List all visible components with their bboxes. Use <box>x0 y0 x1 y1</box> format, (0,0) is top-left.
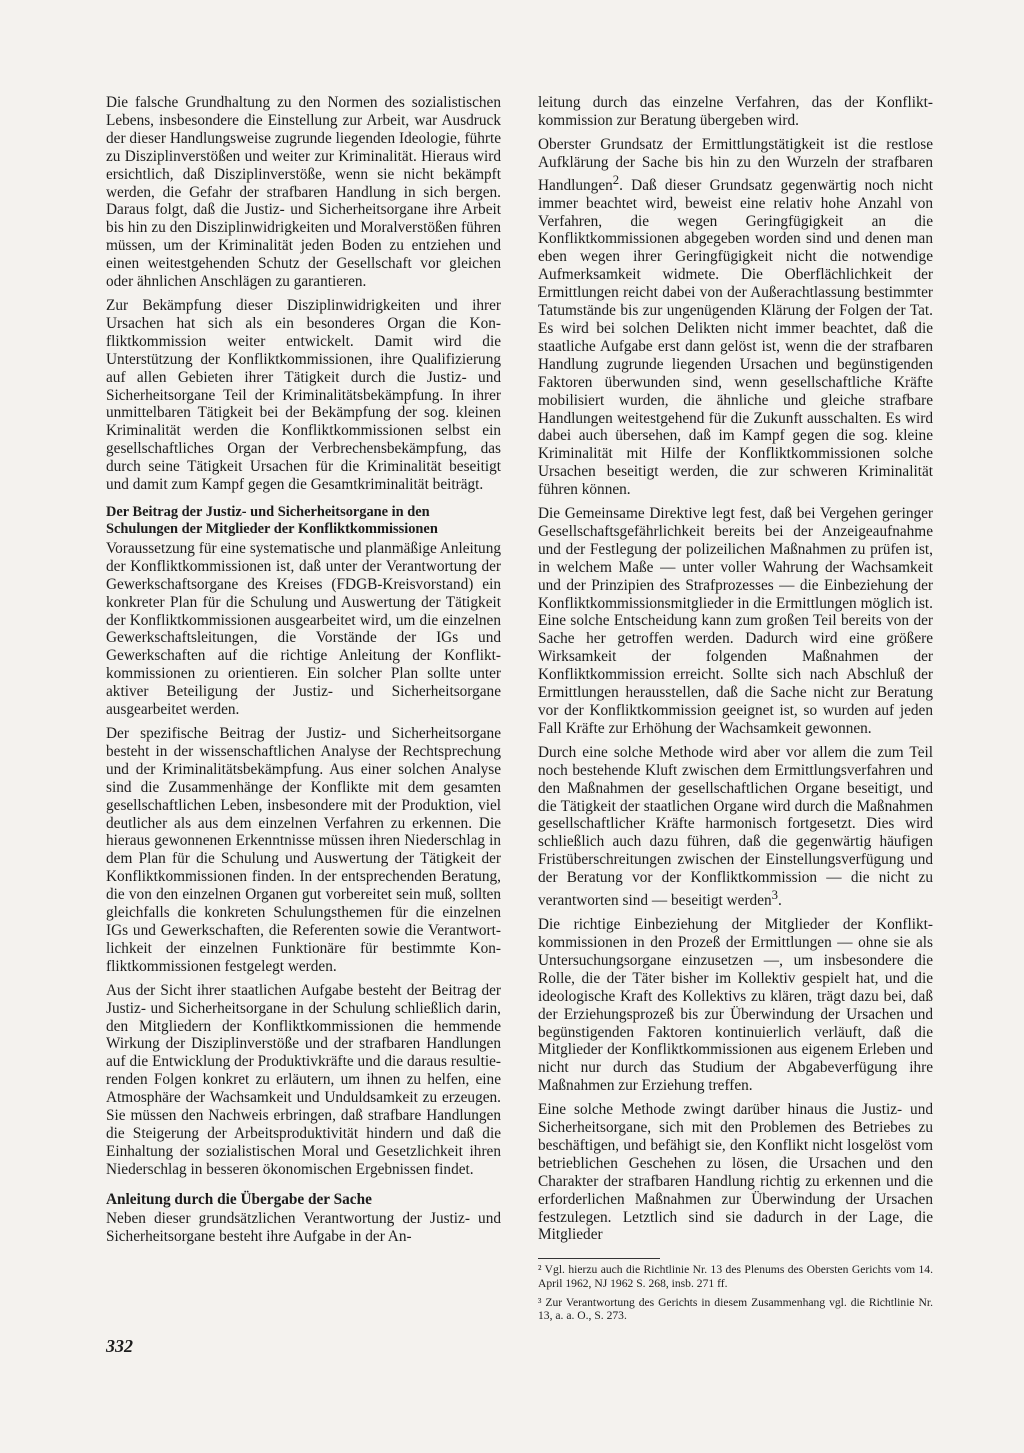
paragraph: Der spezifische Beitrag der Justiz- und Sicherheitsorgane besteht in der wissenschaftlichen Analyse der Rechtsprechung und der Kriminalitätsbekämpfung. Aus einer solchen Analyse sind die Zusammenhänge der Konflikte mit dem gesamten gesellschaftlichen Leben, insbesondere mit der Produktion, viel deutlicher als aus dem einzelnen Verfahren zu erkennen. Die hieraus gewonnenen Erkenntnisse müssen ihren Niederschlag in dem Plan für die Schulung und Auswertung der Tätigkeit der Konfliktkommissionen finden. In der entsprechenden Beratung, die von den einzelnen Organen gut vorbereitet sein muß, sollten gleichfalls die konkreten Schulungsthemen für die einzelnen IGs und Gewerkschaften, die Referenten sowie die Verantwortlichkeit der einzelnen Funktionäre für bestimmte Konfliktkommissionen festgelegt werden. <box>106 725 501 975</box>
paragraph: Voraussetzung für eine systematische und planmäßige Anleitung der Konfliktkommissionen ist, daß unter der Verantwortung der Gewerkschaftsorgane des Kreises (FDGB-Kreisvorstand) ein konkreter Plan für die Schulung und Auswertung der Tätigkeit der Konfliktkommissionen ausgearbeitet wird, um die einzelnen Gewerkschaftsleitungen, die Vorstände der IGs und Gewerkschaften auf die richtige Anleitung der Konfliktkommissionen zu orientieren. Ein solcher Plan sollte unter aktiver Beteiligung der Justiz- und Sicherheitsorgane ausgearbeitet werden. <box>106 539 501 719</box>
paragraph: leitung durch das einzelne Verfahren, das der Konfliktkommission zur Beratung übergeben wird. <box>538 94 933 129</box>
paragraph-text: . <box>778 892 782 910</box>
paragraph: Die richtige Einbeziehung der Mitglieder der Konfliktkommissionen in den Prozeß der Ermittlungen — ohne sie als Untersuchungsorgane einzusetzen —, um insbesondere die Rolle, die der Täter bisher im Kollektiv gespielt hat, und die ideologische Kraft des Kollektivs zu klären, trägt dazu bei, daß der Erziehungsprozeß bis zur Überwindung der Ursachen und begünstigenden Faktoren kontinuierlich verläuft, daß die Mitglieder der Konfliktkommissionen aus eigenem Erleben und nicht nur durch das Studium der Abgabeverfügung ihre Maßnahmen zur Erziehung treffen. <box>538 916 933 1095</box>
paragraph-text: Durch eine solche Methode wird aber vor allem die zum Teil noch bestehende Kluft zwischen dem Ermittlungsverfahren und den Maßnahmen der gesellschaftlichen Organe beseitigt, und die Tätigkeit der staatlichen Organe wird durch die Maßnahmen gesellschaftlicher Kräfte harmonisch fortgesetzt. Dies wird schließlich auch dazu führen, daß die gegenwärtig häufigen Fristüberschreitungen zwischen der Einstellungsverfügung und der Beratung vor der Konfliktkommission — die nicht zu verantworten sind — beseitigt werden <box>538 743 933 910</box>
paragraph: Neben dieser grundsätzlichen Verantwortung der Justiz- und Sicherheitsorgane besteht ihre Aufgabe in der An- <box>106 1209 501 1245</box>
footnote: ³ Zur Verantwortung des Gerichts in diesem Zusammenhang vgl. die Richtlinie Nr. 13, a. a. O., S. 273. <box>538 1295 933 1322</box>
paragraph: Aus der Sicht ihrer staatlichen Aufgabe besteht der Beitrag der Justiz- und Sicherheitsorgane in der Schulung schließlich darin, den Mitgliedern der Konfliktkommissionen die hemmende Wirkung der Disziplinverstöße und der strafbaren Handlungen auf die Entwicklung der Produktivkräfte und die daraus resultierenden Folgen konkret zu erläutern, um ihnen zu helfen, eine Atmosphäre der Wachsamkeit und Unduldsamkeit zu erzeugen. Sie müssen den Nachweis erbringen, daß strafbare Handlungen die Steigerung der Arbeitsproduktivität hindern und daß die Einhaltung der sozialistischen Moral und Gesetzlichkeit ihren Niederschlag in besseren ökonomischen Ergebnissen findet. <box>106 981 501 1178</box>
section-heading: Der Beitrag der Justiz- und Sicherheitsorgane in den Schulungen der Mitglieder der Konfliktkommissionen <box>106 503 438 537</box>
paragraph: Die Gemeinsame Direktive legt fest, daß bei Vergehen geringer Gesellschaftsgefährlichkeit bereits bei der Anzeigeaufnahme und der Festlegung der polizeilichen Maßnahmen zu prüfen ist, in welchem Maße — unter voller Wahrung der Wachsamkeit und der Prinzipien des Strafprozesses — die Einbeziehung der Konfliktkommissionsmitglieder in die Ermittlungen möglich ist. Eine solche Entscheidung kann zum großen Teil bereits von der Sache her getroffen werden. Dadurch wird eine größere Wirksamkeit der folgenden Maßnahmen der Konfliktkommission erreicht. Sollte sich nach Abschluß der Ermittlungen herausstellen, daß die Sache nicht zur Beratung vor der Konfliktkommission geeignet ist, so wurden auf jeden Fall Kräfte zur Erhöhung der Wachsamkeit gewonnen. <box>538 505 933 737</box>
footnote-ref: 3 <box>771 888 779 903</box>
paragraph: Eine solche Methode zwingt darüber hinaus die Justiz- und Sicherheitsorgane, sich mit den Problemen des Betriebes zu beschäftigen, und befähigt sie, den Konflikt nicht losgelöst vom betrieblichen Geschehen zu lösen, die Ursachen und den Charakter der strafbaren Handlung richtig zu erkennen und die erforderlichen Maßnahmen zur Überwindung der Ursachen festzulegen. Letztlich sind sie dadurch in der Lage, die Mitglieder <box>538 1101 933 1244</box>
section-heading: Anleitung durch die Übergabe der Sache <box>106 1190 372 1208</box>
paragraph: Die falsche Grundhaltung zu den Normen des sozialistischen Lebens, insbesondere die Einstellung zur Arbeit, war Ausdruck der dieser Handlungsweise zugrunde liegenden Ideologie, führte zu Disziplinverstößen und weiter zur Kriminalität. Hieraus wird ersichtlich, daß Disziplinverstöße, wenn sie nicht bekämpft werden, die Gefahr der strafbaren Handlung in sich bergen. Daraus folgt, daß die Justiz- und Sicherheitsorgane ihre Arbeit bis hin zu den Disziplinwidrigkeiten und Moralverstößen führen müssen, um der Kriminalität jeden Boden zu entziehen und einen weitestgehenden Schutz der Gesellschaft vor gleichen oder ähnlichen Anschlägen zu garantieren. <box>106 94 501 291</box>
footnote: ² Vgl. hierzu auch die Richtlinie Nr. 13 des Plenums des Obersten Gerichts vom 14. April 1962, NJ 1962 S. 268, insb. 271 ff. <box>538 1263 933 1290</box>
left-column <box>106 94 501 1251</box>
page-number: 332 <box>106 1336 133 1356</box>
paragraph-text: . Daß dieser Grundsatz gegenwärtig noch nicht immer beachtet wird, beweist eine relativ hohe Anzahl von Verfahren, die wegen Geringfügigkeit an die Konfliktkommissionen abgegeben worden sind und denen man eben wegen ihrer Geringfügigkeit nicht die notwendige Aufmerksamkeit widmete. Die Oberflächlichkeit der Ermittlungen reicht dabei von der Außerachtlassung bestimmter Tatumstände bis zur ungenügenden Klärung der Folgen der Tat. Es wird bei solchen Delikten nicht immer beachtet, daß die staatliche Aufgabe erst dann gelöst ist, wenn die der strafbaren Handlung zugrunde liegenden Ursachen und begünstigenden Faktoren überwunden sind, wenn gesellschaftliche Kräfte mobilisiert wurden, die ähnliche und gleiche strafbare Handlungen weitestgehend für die Zukunft ausschalten. Es wird dabei auch übersehen, daß im Kampf gegen die sog. kleine Kriminalität mit Hilfe der Konfliktkommissionen solche Ursachen beseitigt werden, die zur schweren Kriminalität führen können. <box>538 176 933 499</box>
footnote-ref: 2 <box>612 172 620 187</box>
paragraph-text: Oberster Grundsatz der Ermittlungstätigkeit ist die restlose Aufklärung der Sache bis hin zu den Wurzeln der strafbaren Handlungen <box>538 135 933 194</box>
paragraph: Zur Bekämpfung dieser Disziplinwidrigkeiten und ihrer Ursachen hat sich als ein besonderes Organ die Konfliktkommission weiter entwickelt. Damit wird die Unterstützung der Konfliktkommissionen, ihre Qualifizierung auf allen Gebieten ihrer Tätigkeit durch die Justiz- und Sicherheitsorgane Teil der Kriminalitätsbekämpfung. In ihrer unmittelbaren Tätigkeit bei der Bekämpfung der sog. kleinen Kriminalität werden die Konfliktkommissionen selbst ein gesellschaftliches Organ der Verbrechensbekämpfung, das durch seine Tätigkeit Ursachen für die Kriminalität beseitigt und damit zum Kampf gegen die Gesamtkriminalität beiträgt. <box>106 296 501 494</box>
right-column <box>538 94 933 1328</box>
footnote-divider <box>538 1258 660 1259</box>
paragraph <box>538 744 933 910</box>
paragraph <box>538 136 933 499</box>
